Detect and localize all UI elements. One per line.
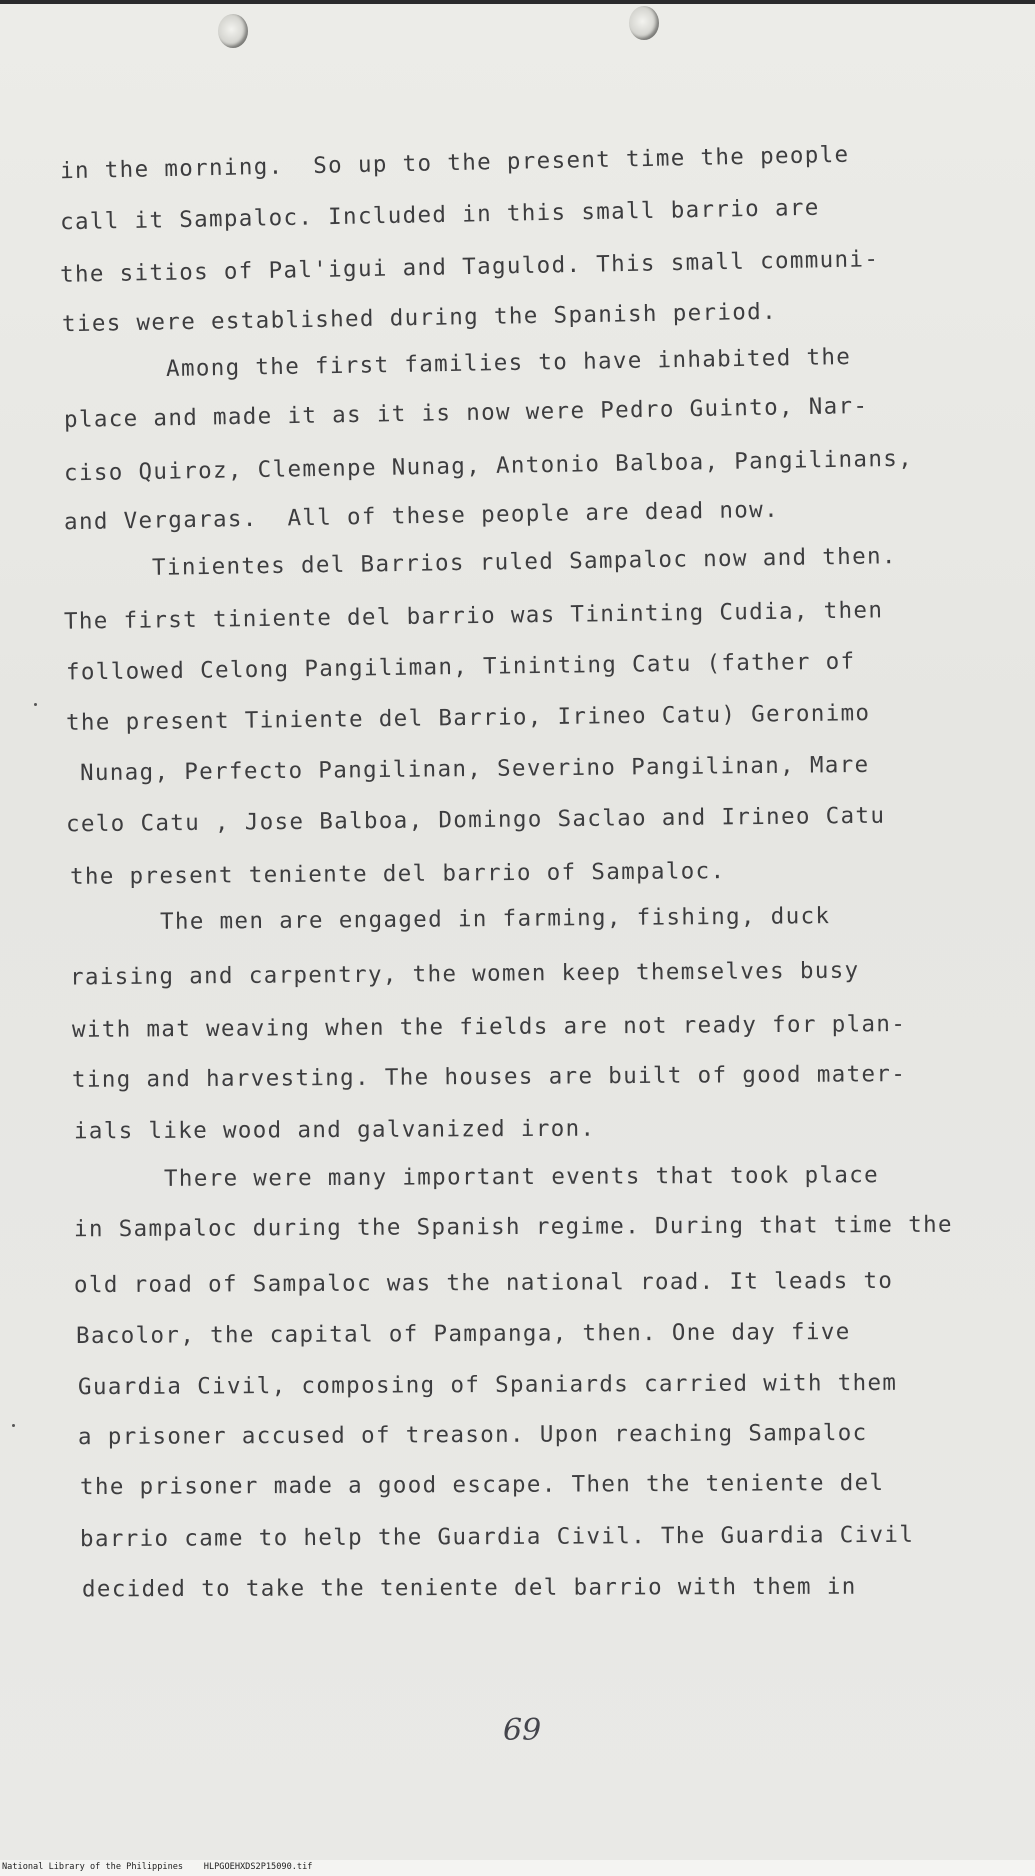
text-line-7: ciso Quiroz, Clemenpe Nunag, Antonio Balboa, Pangilinans, <box>63 445 914 487</box>
punch-hole-right <box>629 6 659 40</box>
text-line-15: the present teniente del barrio of Sampaloc. <box>69 858 726 890</box>
footer-label: National Library of the Philippines HLPGOEHXDS2P15090.tif <box>2 1862 313 1872</box>
text-line-22: in Sampaloc during the Spanish regime. During that time the <box>73 1211 953 1243</box>
text-line-26: a prisoner accused of treason. Upon reaching Sampaloc <box>77 1419 868 1451</box>
text-line-5: Among the first families to have inhabited the <box>165 344 852 382</box>
text-line-4: ties were established during the Spanish period. <box>61 298 778 338</box>
scan-edge <box>0 0 1035 4</box>
text-line-12: the present Tiniente del Barrio, Irineo Catu) Geronimo <box>65 700 871 736</box>
text-line-1: in the morning. So up to the present time the people <box>59 141 850 185</box>
text-line-9: Tinientes del Barrios ruled Sampaloc now and then. <box>151 543 897 581</box>
text-line-25: Guardia Civil, composing of Spaniards carried with them <box>77 1369 898 1401</box>
text-line-13: Nunag, Perfecto Pangilinan, Severino Pangilinan, Mare <box>79 751 870 787</box>
punch-hole-left <box>218 14 248 48</box>
text-line-23: old road of Sampaloc was the national road. It leads to <box>73 1267 894 1299</box>
text-line-21: There were many important events that took place <box>163 1162 880 1192</box>
page-number: 69 <box>503 1713 542 1748</box>
text-line-8: and Vergaras. All of these people are dead now. <box>63 496 780 536</box>
text-line-10: The first tiniente del barrio was Tininting Cudia, then <box>63 597 884 635</box>
text-line-11: followed Celong Pangiliman, Tininting Catu (father of <box>65 648 856 686</box>
text-line-6: place and made it as it is now were Pedro Guinto, Nar- <box>63 392 869 434</box>
scan-speck <box>12 1424 15 1427</box>
scan-footer <box>0 1860 1035 1876</box>
text-line-28: barrio came to help the Guardia Civil. The Guardia Civil <box>79 1521 915 1553</box>
text-line-29: decided to take the teniente del barrio with them in <box>81 1573 857 1603</box>
text-line-17: raising and carpentry, the women keep themselves busy <box>69 957 860 991</box>
text-line-18: with mat weaving when the fields are not ready for plan- <box>71 1011 907 1043</box>
scan-speck <box>34 703 37 706</box>
text-line-3: the sitios of Pal'igui and Tagulod. This small communi- <box>59 246 880 288</box>
text-line-20: ials like wood and galvanized iron. <box>73 1115 596 1145</box>
text-line-19: ting and harvesting. The houses are built of good mater- <box>71 1061 907 1093</box>
text-line-27: the prisoner made a good escape. Then the teniente del <box>79 1469 885 1501</box>
text-line-14: celo Catu , Jose Balboa, Domingo Saclao and Irineo Catu <box>65 802 886 838</box>
text-line-24: Bacolor, the capital of Pampanga, then. One day five <box>75 1318 851 1350</box>
text-line-16: The men are engaged in farming, fishing, duck <box>159 903 831 935</box>
text-line-2: call it Sampaloc. Included in this small barrio are <box>59 194 820 236</box>
